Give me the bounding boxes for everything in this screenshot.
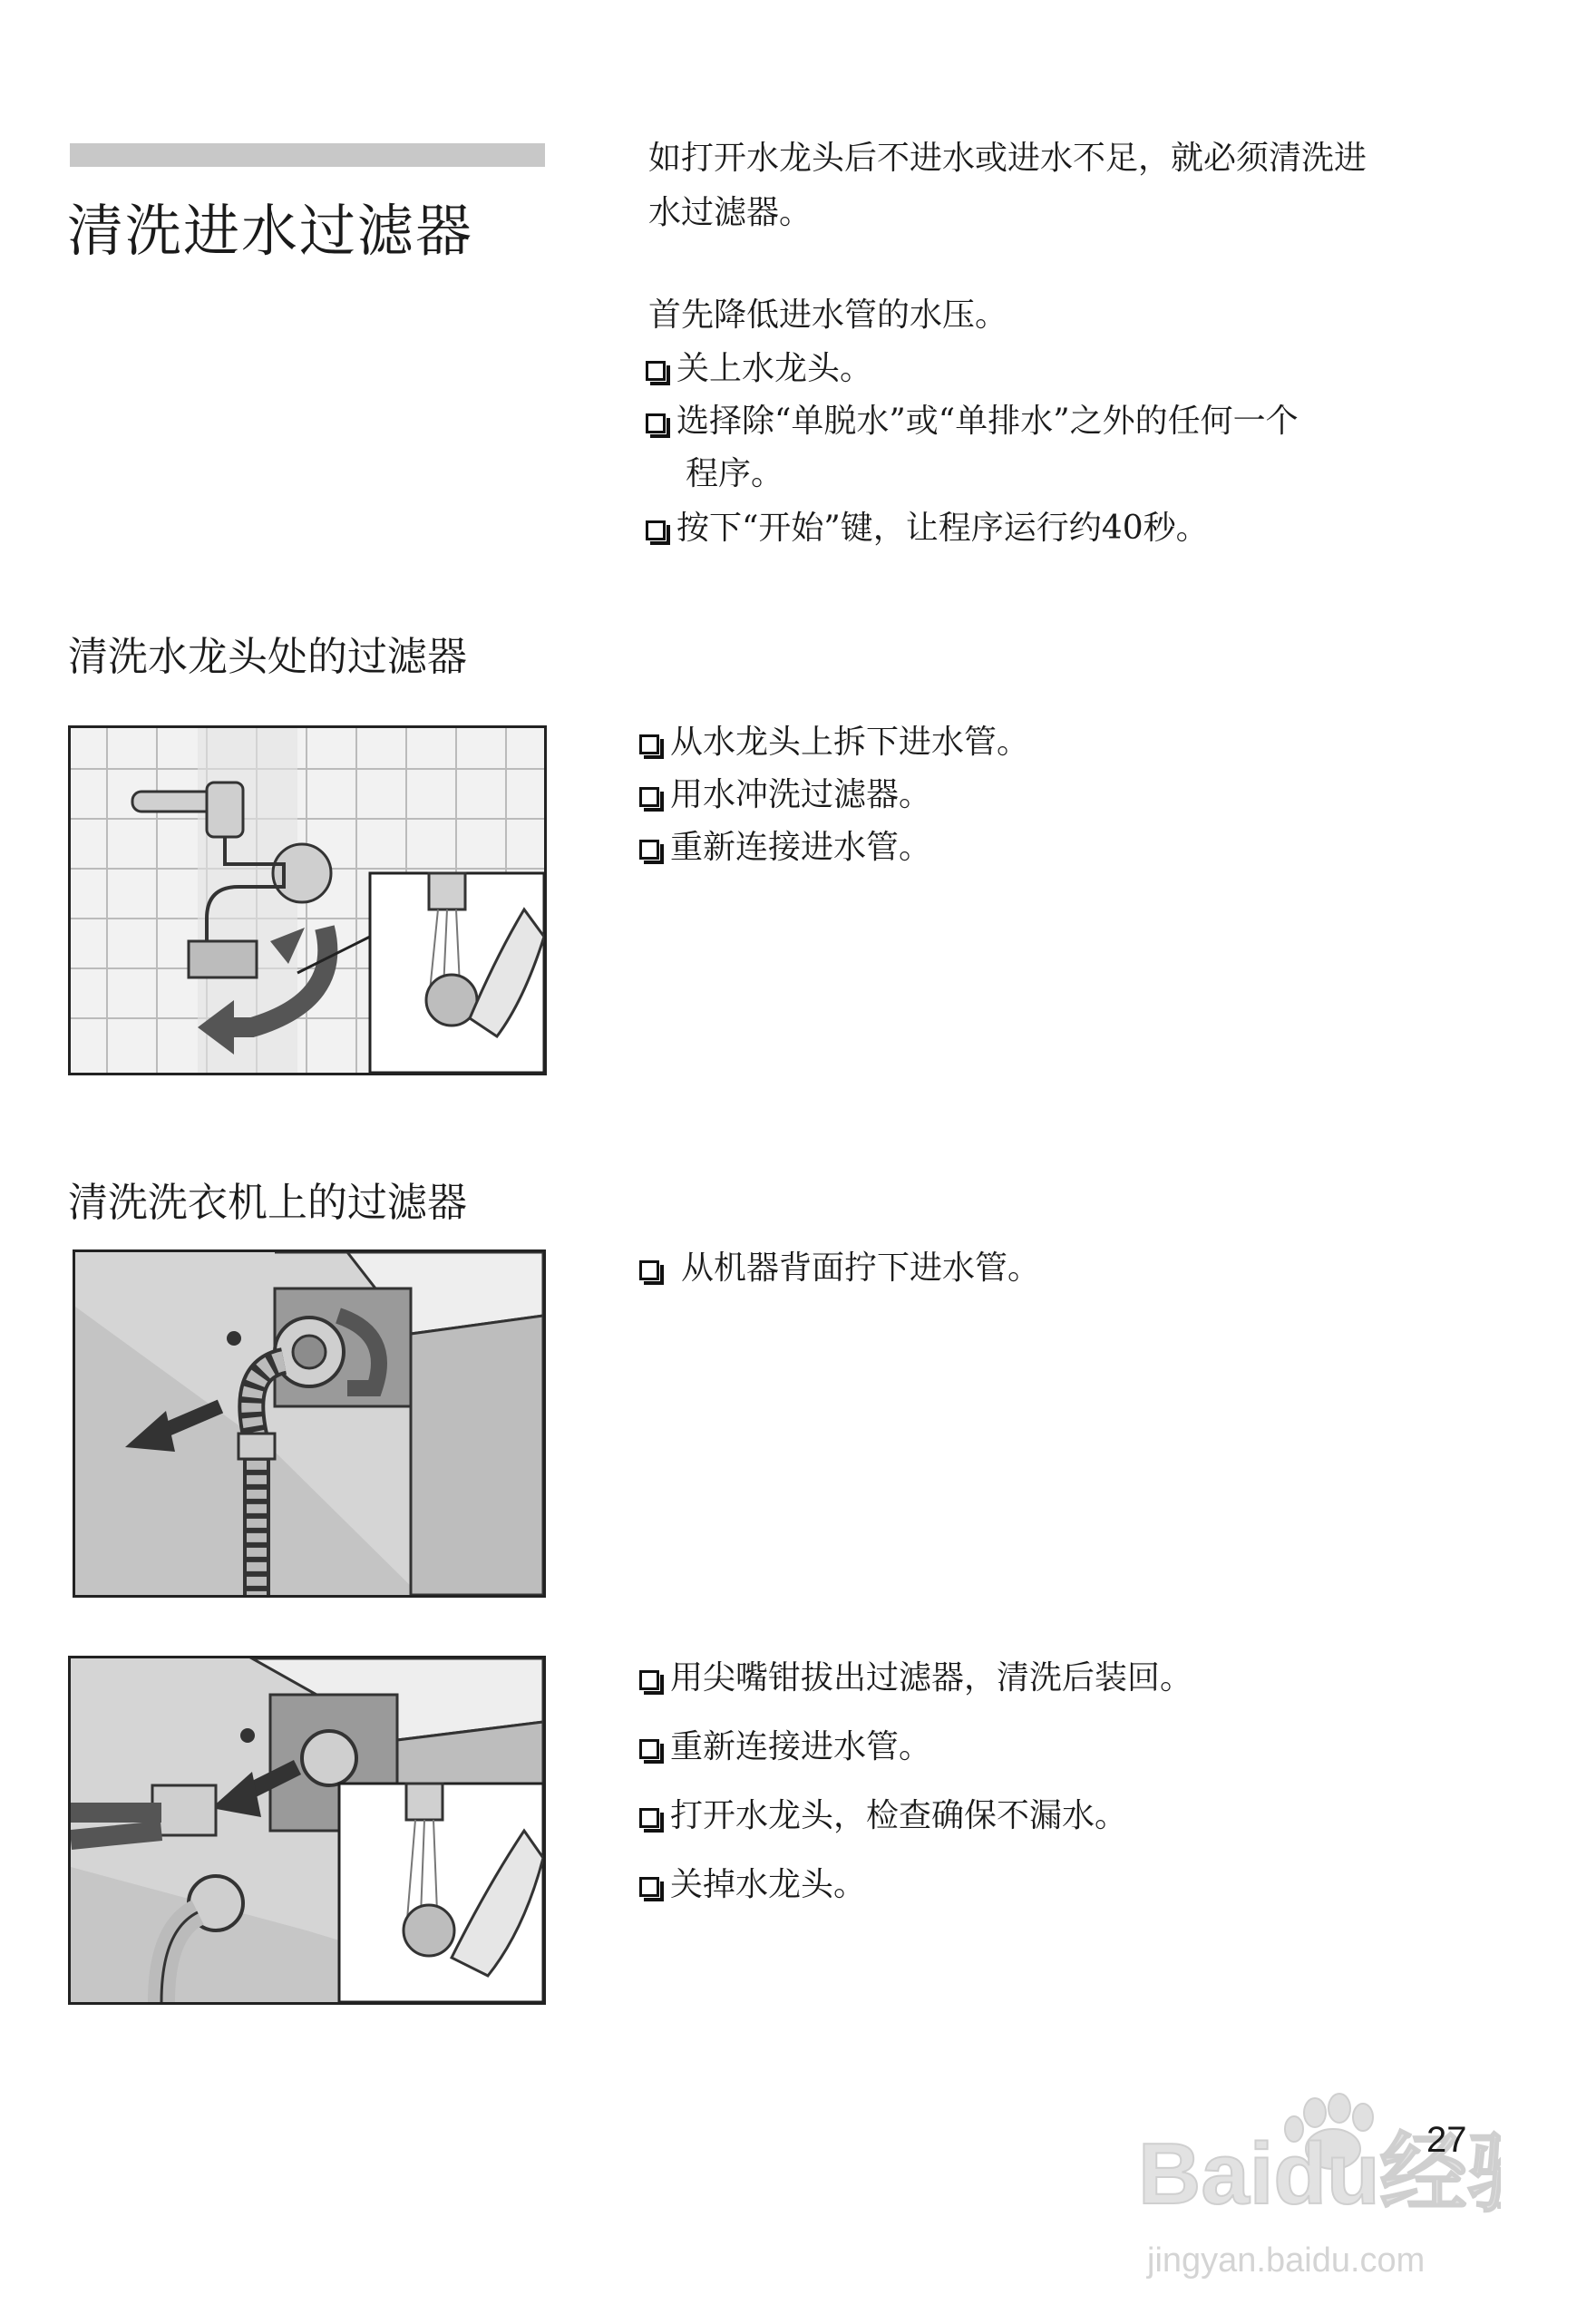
machine-step-2-text: 用尖嘴钳拔出过滤器，清洗后装回。 — [670, 1659, 1193, 1697]
intro-step-1 — [646, 343, 872, 395]
checkbox-icon — [639, 1670, 659, 1690]
section-title-tap-filter: 清洗水龙头处的过滤器 — [68, 634, 467, 680]
pressure-note: 首先降低进水管的水压。 — [648, 297, 1008, 334]
machine-step-4-text: 打开水龙头，检查确保不漏水。 — [670, 1797, 1128, 1834]
machine-step-4 — [639, 1790, 1127, 1842]
intro-step-2-text-line-2: 程序。 — [686, 455, 784, 492]
machine-step-3-text: 重新连接进水管。 — [670, 1728, 932, 1765]
tap-filter-illustration — [68, 725, 547, 1075]
tap-step-3 — [639, 822, 931, 874]
tap-step-2 — [639, 769, 931, 822]
checkbox-icon — [639, 840, 659, 860]
machine-step-2 — [639, 1652, 1192, 1705]
intro-paragraph-line-2: 水过滤器。 — [648, 194, 813, 231]
section-title-machine-filter: 清洗洗衣机上的过滤器 — [68, 1180, 467, 1226]
intro-step-1-text: 关上水龙头。 — [676, 350, 873, 387]
intro-step-3 — [646, 502, 1209, 555]
checkbox-icon — [639, 1877, 659, 1897]
page-number: 27 — [1426, 2120, 1467, 2160]
checkbox-icon — [639, 734, 659, 754]
watermark-logo-text: Baidu经 — [1138, 2125, 1467, 2222]
machine-filter-pliers-illustration — [68, 1656, 546, 2005]
checkbox-icon — [639, 1260, 659, 1280]
machine-step-1 — [639, 1242, 1040, 1295]
intro-paragraph-line-1: 如打开水龙头后不进水或进水不足，就必须清洗进 — [648, 140, 1367, 177]
checkbox-icon — [639, 1739, 659, 1759]
checkbox-icon — [646, 413, 666, 433]
checkbox-icon — [646, 520, 666, 540]
machine-step-5 — [639, 1859, 866, 1911]
machine-step-5-text: 关掉水龙头。 — [670, 1866, 867, 1903]
machine-step-1-text: 从机器背面拧下进水管。 — [681, 1249, 1041, 1287]
tap-step-1-text: 从水龙头上拆下进水管。 — [670, 724, 1030, 761]
watermark-url: jingyan.baidu.com — [1147, 2241, 1426, 2280]
baidu-watermark — [1138, 2067, 1501, 2294]
checkbox-icon — [639, 787, 659, 807]
checkbox-icon — [646, 361, 666, 381]
tap-step-3-text: 重新连接进水管。 — [670, 829, 932, 866]
baidu-paw-logo — [1138, 2067, 1501, 2294]
intro-paragraph — [648, 131, 1492, 240]
checkbox-icon — [639, 1808, 659, 1828]
machine-step-3 — [639, 1721, 931, 1774]
machine-hose-removal-illustration — [73, 1249, 546, 1598]
intro-step-2-text-line-1: 选择除“单脱水”或“单排水”之外的任何一个 — [676, 403, 1299, 440]
intro-step-3-text: 按下“开始”键，让程序运行约40秒。 — [676, 510, 1209, 547]
tap-step-2-text: 用水冲洗过滤器。 — [670, 776, 932, 813]
title-bar-decoration — [70, 143, 545, 167]
intro-step-2 — [646, 395, 1299, 501]
page-title: 清洗进水过滤器 — [67, 198, 474, 264]
tap-step-1 — [639, 716, 1029, 769]
